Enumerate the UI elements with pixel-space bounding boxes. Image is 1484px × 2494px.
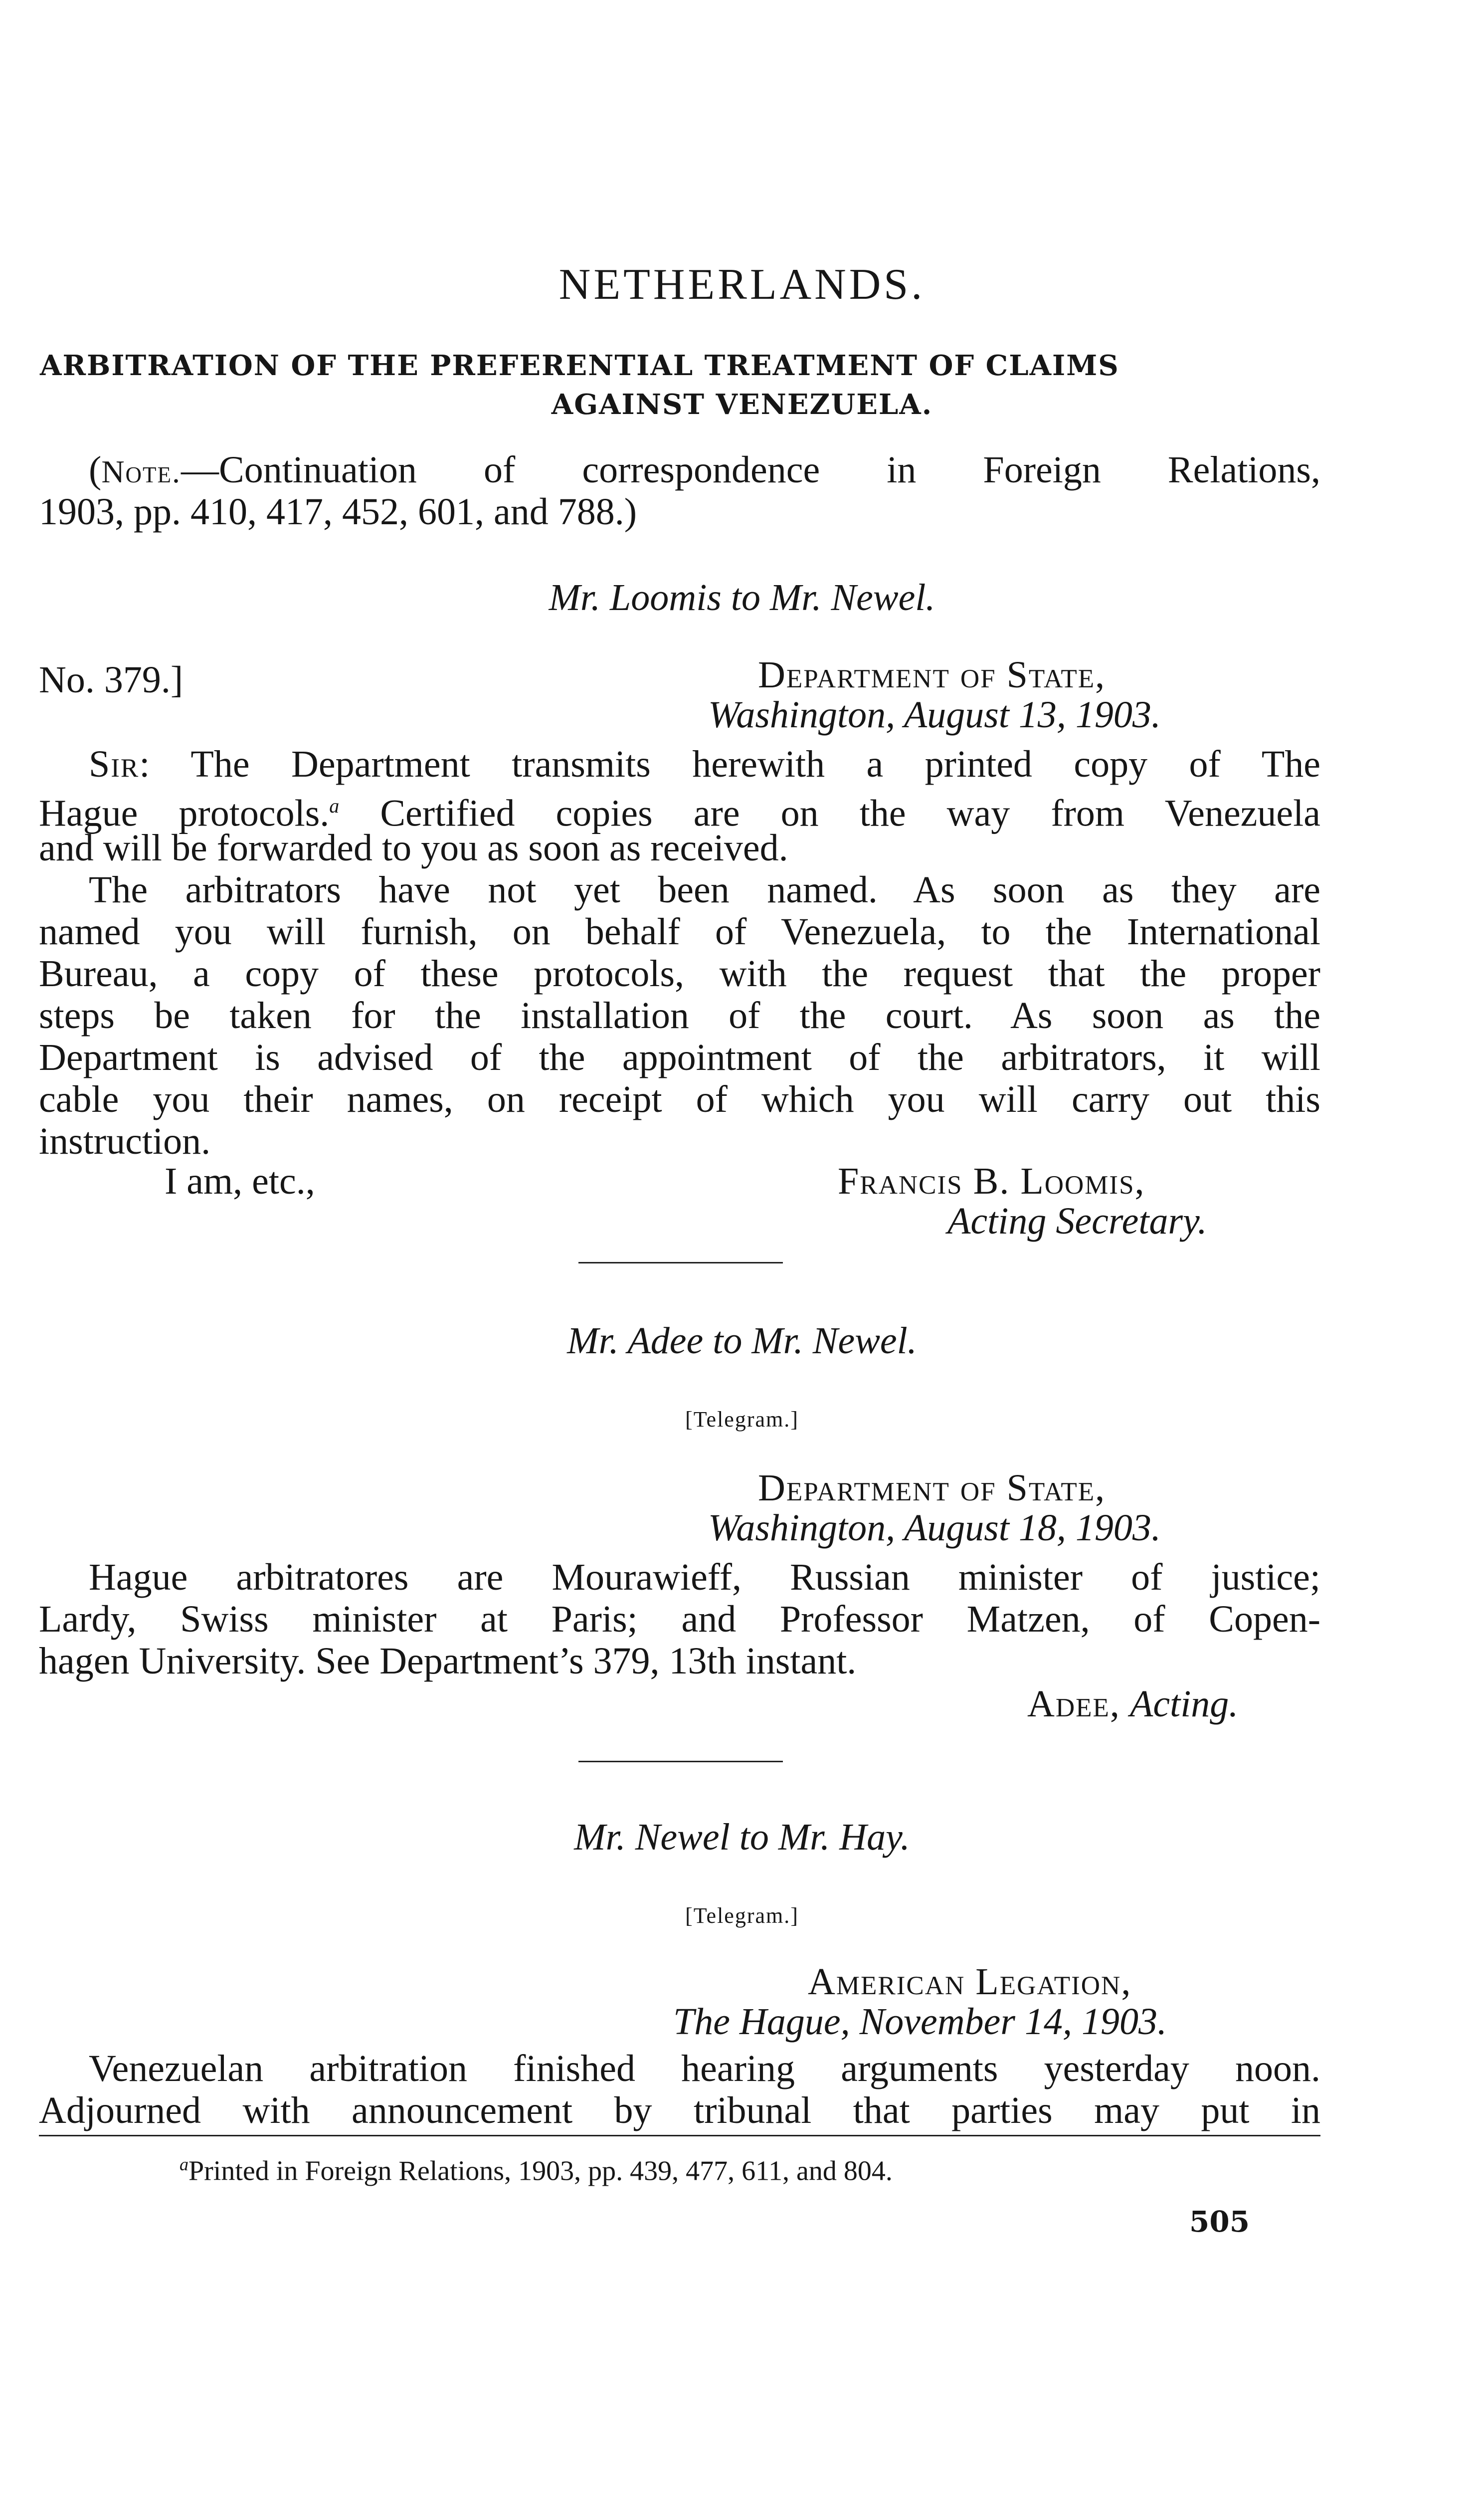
letter2-type: [Telegram.] (685, 1407, 799, 1432)
letter1-closing: I am, etc., (165, 1160, 315, 1202)
letter3-line2: Adjourned with announcement by tribunal that parties may put in (39, 2089, 1320, 2131)
letter1-para2-line5: Department is advised of the appointment of the arbitrators, it will (39, 1037, 1320, 1078)
letter1-para1-line2: Hague protocols.$^a$ Certified copies are on the way from Venezuela (39, 792, 1320, 834)
note-line-2: 1903, pp. 410, 417, 452, 601, and 788.) (39, 491, 637, 533)
letter2-heading: Mr. Adee to Mr. Newel. (567, 1320, 917, 1362)
letter1-number: No. 379.] (39, 659, 184, 701)
letter2-body (39, 1556, 1320, 1682)
section-divider (578, 1761, 783, 1762)
letter3-office: American Legation, (808, 1961, 1132, 2003)
letter1-heading: Mr. Loomis to Mr. Newel. (549, 577, 935, 619)
letter1-para2-line1: The arbitrators have not yet been named. As soon as they are (89, 869, 1320, 911)
letter3-place-date: The Hague, November 14, 1903. (673, 2001, 1167, 2043)
letter1-signature-title: Acting Secretary. (947, 1200, 1207, 1242)
section-divider (578, 1262, 783, 1263)
note-line-1: (Note.—Continuation of correspondence in Foreign Relations, (89, 449, 1320, 491)
page-number: 505 (1189, 2205, 1250, 2239)
letter1-body (39, 743, 1320, 1162)
footnote-marker: a (180, 2154, 188, 2174)
letter1-signature: Francis B. Loomis, (838, 1160, 1145, 1202)
footnote-rule (39, 2135, 1320, 2136)
letter2-line1: Hague arbitratores are Mourawieff, Russian minister of justice; (89, 1556, 1320, 1598)
letter1-place-date: Washington, August 13, 1903. (708, 694, 1161, 736)
letter1-para2-line2: named you will furnish, on behalf of Venezuela, to the International (39, 911, 1320, 953)
letter3-heading: Mr. Newel to Mr. Hay. (574, 1816, 910, 1858)
letter1-para2-line6: cable you their names, on receipt of which you will carry out this (39, 1078, 1320, 1120)
letter2-line3: hagen University. See Department’s 379, 13th instant. (39, 1640, 857, 1682)
letter2-signature: Adee, Acting. (1027, 1683, 1239, 1725)
letter1-para2-line4: steps be taken for the installation of the court. As soon as the (39, 995, 1320, 1037)
letter2-place-date: Washington, August 18, 1903. (708, 1507, 1161, 1549)
section-subtitle-line1: ARBITRATION OF THE PREFERENTIAL TREATMENT OF CLAIMS (40, 349, 1119, 382)
letter1-para2-line3: Bureau, a copy of these protocols, with the request that the proper (39, 953, 1320, 995)
letter2-office: Department of State, (758, 1467, 1106, 1509)
section-subtitle-line2: AGAINST VENEZUELA. (551, 388, 933, 421)
letter3-body (39, 2048, 1320, 2131)
letter2-line2: Lardy, Swiss minister at Paris; and Professor Matzen, of Copen- (39, 1598, 1320, 1640)
letter1-para2-line7: instruction. (39, 1120, 211, 1162)
letter3-line1: Venezuelan arbitration finished hearing arguments yesterday noon. (89, 2048, 1320, 2089)
letter3-type: [Telegram.] (685, 1903, 799, 1928)
letter1-para1-line1: Sir: The Department transmits herewith a printed copy of The (89, 743, 1320, 785)
letter1-para1-line3: and will be forwarded to you as soon as received. (39, 827, 788, 869)
footnote-marker: a (329, 795, 340, 817)
letter1-office: Department of State, (758, 654, 1106, 696)
editorial-note (39, 449, 1320, 533)
page-title: NETHERLANDS. (558, 260, 926, 309)
footnote: $^a$Printed in Foreign Relations, 1903, pp. 439, 477, 611, and 804. (180, 2154, 893, 2187)
